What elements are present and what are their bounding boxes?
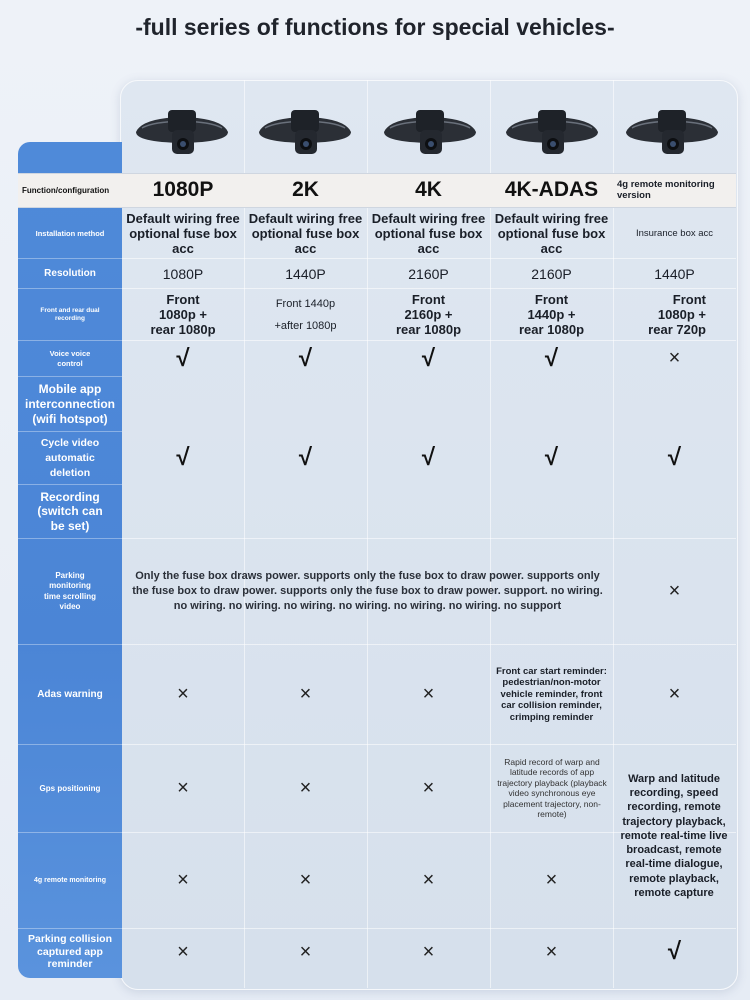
row-label-installation: Installation method — [35, 228, 105, 238]
cross-icon: × — [177, 869, 189, 891]
dual-line: 1080p + — [158, 307, 208, 322]
check-icon: √ — [298, 344, 313, 372]
dual-line: rear 1080p — [150, 322, 216, 337]
row-label-recording: Recording (switch can be set) — [37, 489, 103, 533]
dual-line: rear 1080p — [395, 322, 462, 337]
installation-cell: Default wiring free optional fuse box acc — [126, 210, 240, 256]
row-label-mobile-app: Mobile app interconnection (wifi hotspot) — [24, 381, 115, 426]
check-icon: √ — [176, 344, 190, 372]
dual-recording-cell — [244, 289, 367, 340]
row-label-collision-reminder: Parking collision captured app reminder — [27, 933, 113, 971]
model-header: 2K — [292, 178, 319, 201]
cross-icon: × — [668, 683, 681, 705]
resolution-cell: 1440P — [654, 265, 695, 282]
row-label-voice-control: Voice voice control — [49, 348, 91, 368]
dual-line: Front — [166, 292, 200, 307]
dual-line: rear 720p — [648, 322, 706, 337]
dual-recording-cell — [367, 289, 490, 340]
dual-line: 1080p + — [657, 307, 706, 322]
check-icon: √ — [667, 938, 682, 965]
dual-line: Front 1440p — [275, 297, 336, 310]
dual-line: rear 1080p — [518, 322, 585, 337]
dual-line: 1440p + — [527, 307, 576, 322]
dual-recording-cell — [122, 289, 244, 340]
gps-features-cell: Rapid record of warp and latitude records of app trajectory playback (playback video synchronous eye placement trajectory, non-remote) — [497, 756, 607, 819]
dual-recording-cell — [490, 289, 613, 340]
dashcam-image — [380, 104, 480, 162]
check-icon: √ — [421, 443, 436, 471]
dual-line: +after 1080p — [274, 319, 337, 332]
cross-icon: × — [299, 940, 312, 963]
check-icon: √ — [667, 443, 682, 471]
check-icon: √ — [544, 443, 559, 471]
resolution-cell: 2160P — [531, 265, 572, 282]
check-icon: √ — [544, 344, 559, 372]
check-icon: √ — [298, 443, 313, 471]
cross-icon: × — [545, 869, 558, 891]
cross-icon: × — [422, 683, 435, 705]
dashcam-image — [622, 104, 722, 162]
adas-features-cell: Front car start reminder: pedestrian/non-motor vehicle reminder, front car collision reminder, crimping reminder — [496, 665, 607, 723]
resolution-cell: 2160P — [408, 265, 449, 282]
corner-label: Function/configuration — [22, 185, 110, 195]
check-icon: √ — [176, 443, 190, 471]
resolution-cell: 1080P — [162, 265, 204, 282]
model-header: 4K — [415, 178, 442, 201]
cross-icon: × — [177, 777, 189, 799]
row-label-4g-remote: 4g remote monitoring — [34, 877, 106, 884]
dual-line: Front — [672, 292, 706, 307]
row-label-adas: Adas warning — [37, 689, 103, 700]
dual-line: Front — [534, 292, 569, 307]
cross-icon: × — [299, 683, 312, 705]
gps-remote-features-cell: Warp and latitude recording, speed recording, remote trajectory playback, remote real-time live broadcast, remote real-time dialogue, remote playback, remote capture — [620, 773, 728, 899]
cross-icon: × — [299, 869, 312, 891]
cross-icon: × — [668, 347, 681, 369]
row-label-dual-recording: Front and rear dual recording — [40, 306, 100, 322]
cross-icon: × — [668, 580, 681, 602]
cross-icon: × — [422, 940, 435, 963]
page-title: -full series of functions for special vehicles- — [135, 14, 615, 40]
installation-cell: Default wiring free optional fuse box acc — [248, 210, 363, 256]
cross-icon: × — [545, 940, 558, 963]
dual-line: Front — [411, 292, 446, 307]
row-label-resolution: Resolution — [44, 268, 96, 279]
resolution-cell: 1440P — [285, 265, 326, 282]
dual-recording-cell — [613, 289, 736, 340]
model-header: 4g remote monitoring version — [617, 179, 715, 201]
cross-icon: × — [299, 777, 312, 799]
dashcam-image — [502, 104, 602, 162]
installation-cell: Insurance box acc — [635, 227, 714, 239]
cross-icon: × — [422, 869, 435, 891]
row-label-parking-monitoring: Parking monitoring time scrolling video — [43, 570, 96, 611]
cross-icon: × — [177, 683, 189, 705]
check-icon: √ — [421, 344, 436, 372]
dashcam-image — [132, 104, 232, 162]
installation-cell: Default wiring free optional fuse box acc — [494, 210, 609, 256]
dashcam-image — [255, 104, 355, 162]
installation-cell: Default wiring free optional fuse box acc — [371, 210, 486, 256]
dual-line: 2160p + — [404, 307, 453, 322]
model-header: 1080P — [152, 178, 214, 201]
row-label-gps: Gps positioning — [39, 784, 101, 793]
cross-icon: × — [422, 777, 435, 799]
cross-icon: × — [177, 940, 189, 963]
model-header: 4K-ADAS — [504, 178, 599, 201]
parking-monitoring-note: Only the fuse box draws power. supports only the fuse box to draw power. supports only the fuse box to draw power. supports only the fuse box to draw power. support. no wiring. no wiring. no wiring. no wiring. no wiring. no wiring. no wiring. no support — [132, 570, 603, 612]
row-label-cycle-video: Cycle video automatic deletion — [40, 436, 100, 479]
